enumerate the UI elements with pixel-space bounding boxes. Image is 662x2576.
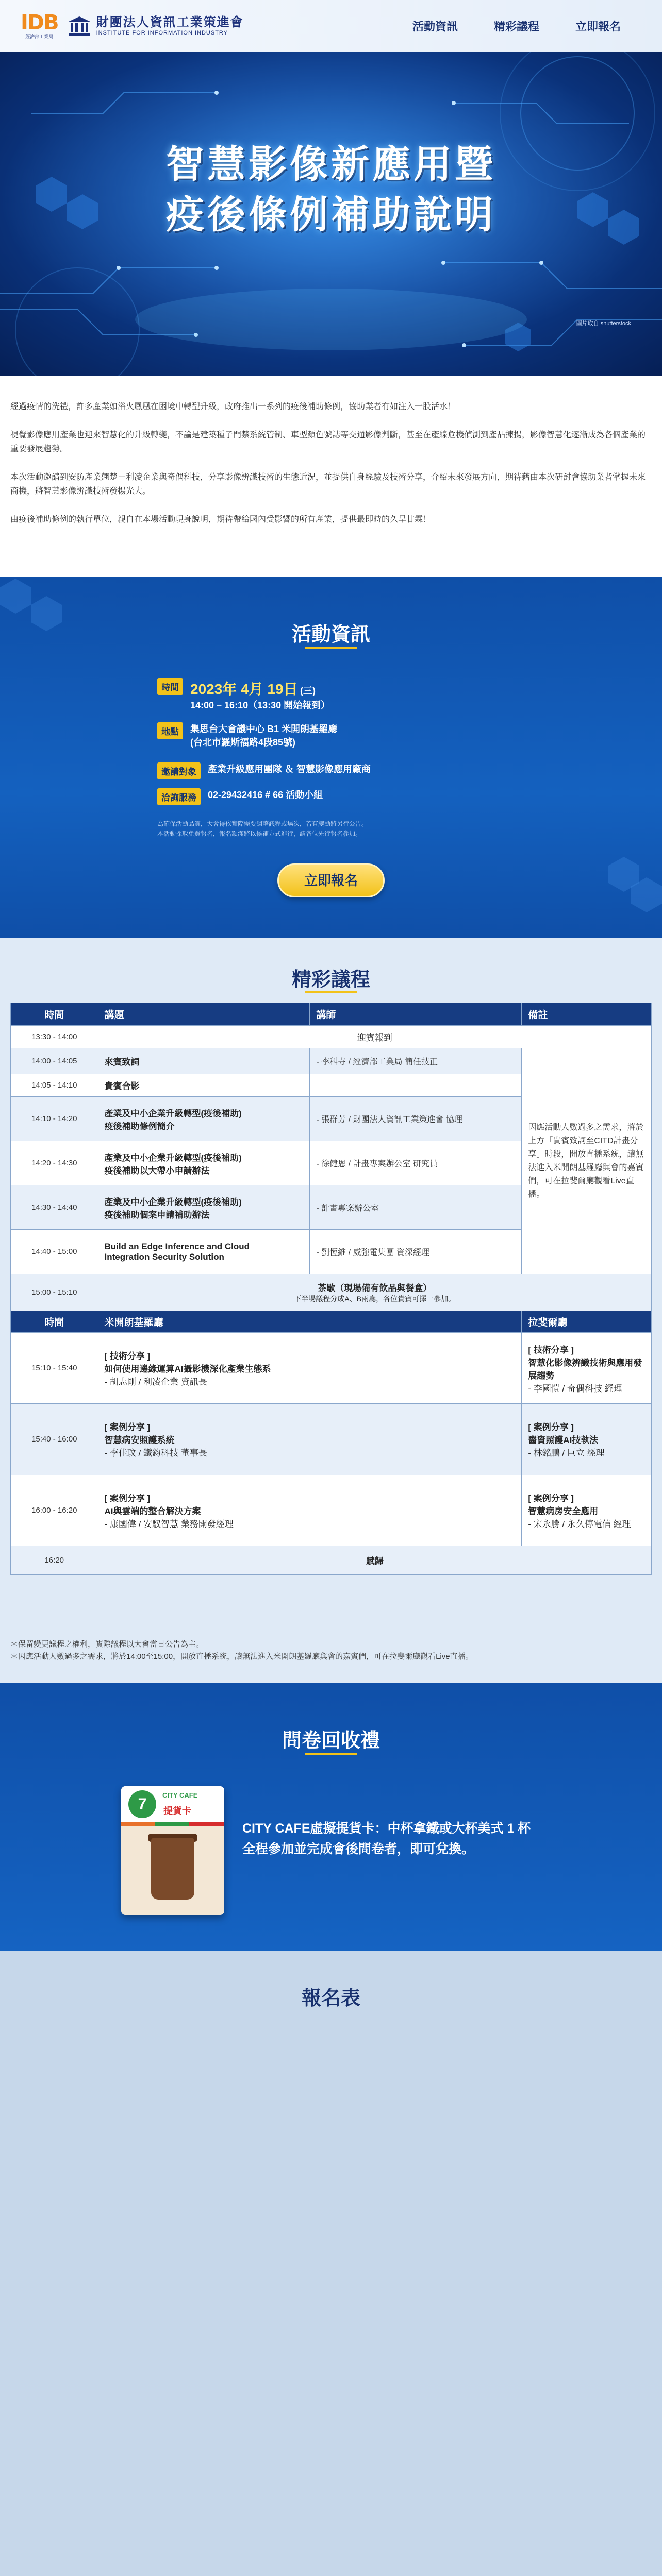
row-time: 14:10 - 14:20: [11, 1097, 98, 1141]
hall-a-session: [98, 1333, 522, 1404]
date-tag: 時間: [157, 678, 183, 695]
event-weekday: (三): [300, 686, 316, 696]
iii-name-en: INSTITUTE FOR INFORMATION INDUSTRY: [96, 30, 228, 36]
intro-paragraph: 經過疫情的洗禮，許多產業如浴火鳳凰在困境中轉型升級，政府推出一系列的疫後補助條例，協助業者有如注入一股活水！: [10, 402, 456, 411]
activity-title: 活動資訊: [291, 624, 370, 646]
session-topic: 智慧病安照護系統: [104, 1435, 175, 1445]
iii-name-zh: 財團法人資訊工業策進會: [96, 15, 244, 29]
hero-banner: [0, 52, 662, 376]
session-tag: [ 案例分享 ]: [528, 1494, 574, 1503]
hall-b-header: 拉斐爾廳: [522, 1311, 652, 1333]
event-target: 產業升級應用團隊 ＆ 智慧影像應用廠商: [208, 764, 371, 774]
table-row: [11, 1546, 652, 1575]
row-speaker: [310, 1074, 522, 1097]
row-speaker: - 計畫專案辦公室: [310, 1185, 522, 1230]
row-topic: Build an Edge Inference and Cloud Integration Security Solution: [98, 1230, 310, 1274]
activity-note-line: 為確保活動品質，大會得依實際需要調整議程或場次，若有變動將另行公告。: [157, 820, 368, 827]
hall-a-session: [98, 1404, 522, 1475]
agenda-header-speaker: 講師: [310, 1003, 522, 1026]
table-row: [11, 1404, 652, 1475]
session-tag: [ 技術分享 ]: [528, 1345, 574, 1355]
table-row: [11, 1048, 652, 1074]
iii-building-icon: [68, 15, 91, 36]
table-row: [11, 1026, 652, 1048]
hero-title-line2: 疫後條例補助說明: [166, 193, 496, 236]
event-place: 集思台大會議中心 B1 米開朗基羅廳: [190, 724, 338, 734]
row-time: 14:20 - 14:30: [11, 1141, 98, 1185]
activity-section: [0, 577, 662, 938]
idb-logo[interactable]: [21, 12, 58, 40]
row-time: 15:40 - 16:00: [11, 1404, 98, 1475]
intro-section: [0, 376, 662, 577]
row-time: 14:00 - 14:05: [11, 1048, 98, 1074]
row-span-topic: 迎賓報到: [98, 1026, 652, 1048]
session-tag: [ 案例分享 ]: [104, 1422, 151, 1432]
row-topic: 產業及中小企業升級轉型(疫後補助) 疫後補助以大帶小申請辦法: [98, 1141, 310, 1185]
agenda-header-time: 時間: [11, 1003, 98, 1026]
break-cell: [98, 1274, 652, 1311]
table-row: [11, 1475, 652, 1546]
activity-note-line: 本活動採取免費報名，報名額滿將以候補方式進行，請各位先行報名參加。: [157, 830, 362, 837]
activity-contact-row: [157, 788, 323, 805]
activity-title-underline: [305, 647, 357, 649]
session-speaker: - 李佳玟 / 鐵鈞科技 董事長: [104, 1448, 207, 1458]
table-row: [11, 1333, 652, 1404]
row-time: 14:30 - 14:40: [11, 1185, 98, 1230]
survey-section: [0, 1683, 662, 1951]
row-time: 13:30 - 14:00: [11, 1026, 98, 1048]
row-time: 16:20: [11, 1546, 98, 1575]
hall-header-time: 時間: [11, 1311, 98, 1333]
hall-b-session: [522, 1475, 652, 1546]
row-time: 15:10 - 15:40: [11, 1333, 98, 1404]
row-topic: 來賓致詞: [98, 1048, 310, 1074]
survey-line: 全程參加並完成會後問卷者，即可兌換。: [242, 1842, 475, 1856]
hall-a-header: 米開朗基羅廳: [98, 1311, 522, 1333]
session-topic: AI與雲端的整合解決方案: [104, 1506, 201, 1516]
hall-b-session: [522, 1333, 652, 1404]
agenda-footnote: ＊因應活動人數過多之需求，將於14:00至15:00，開放直播系統，讓無法進入米開朗基羅廳與會的嘉賓們，可在拉斐爾廳觀看Live直播。: [10, 1652, 473, 1661]
survey-description: [242, 1818, 644, 1859]
idb-logo-mark: IDB: [21, 10, 58, 35]
city-cafe-card-image: [121, 1786, 224, 1915]
agenda-section: [0, 938, 662, 1683]
top-nav: [0, 0, 662, 52]
nav-link-agenda[interactable]: 精彩議程: [493, 20, 539, 33]
session-speaker: - 康國偉 / 安馭智慧 業務開發經理: [104, 1519, 234, 1529]
contact-tag: 洽詢服務: [157, 788, 201, 805]
row-speaker: - 張群芳 / 財團法人資訊工業策進會 協理: [310, 1097, 522, 1141]
row-note: 因應活動人數過多之需求，將於上方「貴賓致詞至CITD計畫分享」時段，開放直播系統，讓無法進入米開朗基羅廳與會的嘉賓們，可在拉斐爾廳觀看Live直播。: [522, 1048, 652, 1274]
agenda-header-note: 備註: [522, 1003, 652, 1026]
table-row: [11, 1274, 652, 1311]
iii-logo[interactable]: [68, 15, 244, 36]
hero-title-line1: 智慧影像新應用暨: [166, 143, 496, 185]
form-title: 報名表: [301, 1988, 360, 2009]
agenda-footnotes: [10, 1638, 473, 1663]
card-brand: CITY CAFE: [162, 1791, 198, 1799]
target-tag: 邀請對象: [157, 762, 201, 779]
hall-a-session: [98, 1475, 522, 1546]
session-topic: 智慧病房安全應用: [528, 1506, 599, 1516]
idb-logo-sub: 經濟部工業局: [25, 33, 54, 39]
activity-place-row: [157, 722, 337, 749]
row-topic: 產業及中小企業升級轉型(疫後補助) 疫後補助條例簡介: [98, 1097, 310, 1141]
activity-date-row: [157, 678, 330, 712]
seven-eleven-logo: 7: [128, 1790, 156, 1818]
place-tag: 地點: [157, 722, 183, 739]
session-speaker: - 宋永勝 / 永久傳電信 經理: [528, 1519, 631, 1529]
intro-paragraph: 本次活動邀請到安防產業翹楚－利凌企業與奇偶科技，分享影像辨識技術的生態近況，並提供自身經驗及技術分享，介紹未來發展方向，期待藉由本次研討會協助業者掌握未來商機，將智慧影像辨識技術發揚光大。: [10, 473, 646, 496]
agenda-footnote: ＊保留變更議程之權利，實際議程以大會當日公告為主。: [10, 1640, 204, 1649]
break-title: 茶歇（現場備有飲品與餐盒）: [318, 1283, 432, 1293]
session-speaker: - 林銘鵬 / 巨立 經理: [528, 1448, 605, 1458]
row-topic: 產業及中小企業升級轉型(疫後補助) 疫後補助個案申請補助辦法: [98, 1185, 310, 1230]
event-time: 14:00 – 16:10（13:30 開始報到）: [190, 700, 330, 710]
break-subtitle: 下半場議程分成A、B兩廳，各位貴賓可擇一參加。: [294, 1295, 456, 1303]
event-contact: 02-29432416 # 66 活動小組: [208, 790, 323, 800]
event-date: 2023年 4月 19日: [190, 681, 298, 697]
intro-paragraph: 由疫後補助條例的執行單位，親自在本場活動現身說明，期待帶給國內受影響的所有產業，提供最即時的久旱甘霖！: [10, 515, 432, 524]
signup-form-section: [0, 1951, 662, 2576]
row-speaker: - 劉恆維 / 威強電集團 資深經理: [310, 1230, 522, 1274]
agenda-header-topic: 講題: [98, 1003, 310, 1026]
image-credit: 圖片取自 shutterstock: [576, 320, 631, 327]
row-speaker: - 李科寺 / 經濟部工業局 簡任技正: [310, 1048, 522, 1074]
survey-line: CITY CAFE虛擬提貨卡：中杯拿鐵或大杯美式 1 杯: [242, 1821, 531, 1836]
survey-title-underline: [305, 1753, 357, 1755]
row-time: 14:40 - 15:00: [11, 1230, 98, 1274]
nav-links: [412, 18, 621, 34]
activity-notes: [157, 819, 368, 839]
row-time: 15:00 - 15:10: [11, 1274, 98, 1311]
intro-paragraph: 視覺影像應用產業也迎來智慧化的升級轉變，不論是建築種子門禁系統管制、車型顏色號誌等交通影像判斷，甚至在產線危機偵測到產品揀揚，影像智慧化逐漸成為各個產業的重要發展趨勢。: [10, 431, 646, 453]
card-stripe: [121, 1822, 224, 1826]
nav-link-signup[interactable]: 立即報名: [575, 20, 621, 33]
session-topic: 醫資照護AI技執法: [528, 1435, 599, 1445]
row-speaker: - 徐健恩 / 計畫專案辦公室 研究員: [310, 1141, 522, 1185]
row-span-topic: 賦歸: [98, 1546, 652, 1575]
session-topic: 智慧化影像辨識技術與應用發展趨勢: [528, 1358, 642, 1381]
activity-target-row: [157, 762, 371, 779]
hall-header-row: [11, 1311, 652, 1333]
survey-title: 問卷回收禮: [282, 1730, 380, 1752]
row-topic: 貴賓合影: [98, 1074, 310, 1097]
coffee-cup-icon: [151, 1838, 194, 1900]
agenda-header-row: [11, 1003, 652, 1026]
agenda-table: [10, 1003, 652, 1575]
session-tag: [ 技術分享 ]: [104, 1351, 151, 1361]
nav-link-activity[interactable]: 活動資訊: [412, 20, 458, 33]
card-coupon-label: 提貨卡: [163, 1806, 191, 1816]
signup-button[interactable]: 立即報名: [277, 863, 385, 897]
session-speaker: - 李國愷 / 奇偶科技 經理: [528, 1383, 622, 1394]
hall-b-session: [522, 1404, 652, 1475]
agenda-title-underline: [305, 991, 357, 993]
event-address: (台北市羅斯福路4段85號): [190, 737, 296, 748]
session-speaker: - 胡志剛 / 利凌企業 資訊長: [104, 1377, 207, 1387]
row-time: 16:00 - 16:20: [11, 1475, 98, 1546]
session-tag: [ 案例分享 ]: [104, 1494, 151, 1503]
session-tag: [ 案例分享 ]: [528, 1422, 574, 1432]
agenda-title: 精彩議程: [291, 969, 370, 991]
row-time: 14:05 - 14:10: [11, 1074, 98, 1097]
session-topic: 如何使用邊緣運算AI攝影機深化產業生態系: [104, 1364, 271, 1374]
